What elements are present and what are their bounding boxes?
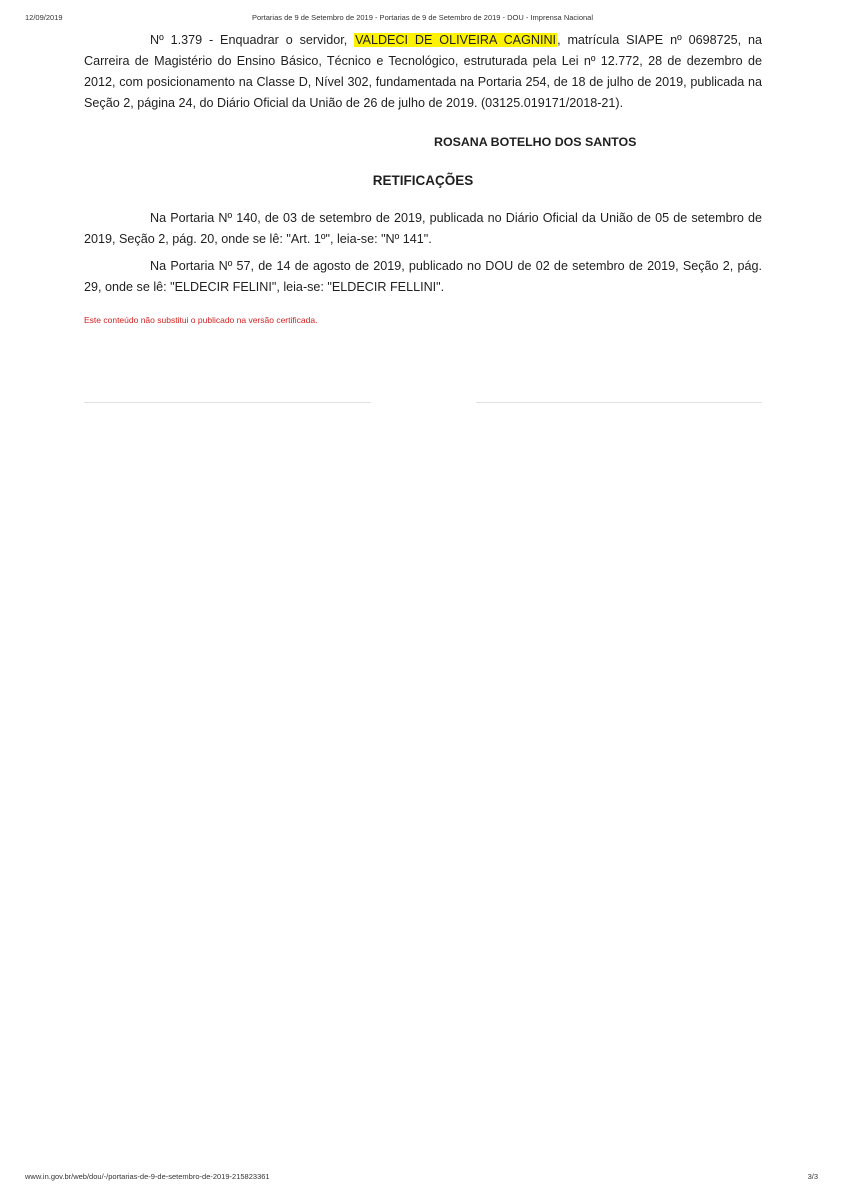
paragraph-text-before: Nº 1.379 - Enquadrar o servidor, [150,33,355,47]
portaria-paragraph [84,30,762,114]
print-page-title: Portarias de 9 de Setembro de 2019 - Portarias de 9 de Setembro de 2019 - DOU - Imprensa Nacional [251,13,593,22]
signature-name: ROSANA BOTELHO DOS SANTOS [434,135,637,149]
print-footer [0,1172,845,1184]
retificacao-paragraph: Na Portaria Nº 140, de 03 de setembro de 2019, publicada no Diário Oficial da União de 05 de setembro de 2019, Seção 2, pág. 20, onde se lê: "Art. 1º", leia-se: "Nº 141". [84,211,762,246]
paragraph-text-after: , matrícula SIAPE nº 0698725, na Carreira de Magistério do Ensino Básico, Técnico e Tecnológico, estruturada pela Lei nº 12.772, 28 de dezembro de 2012, com posicionamento na Classe D, Nível 302, fundamentada na Portaria 254, de 18 de julho de 2019, publicada na Seção 2, página 24, do Diário Oficial da União de 26 de julho de 2019. (03125.019171/2018-21). [84,33,762,110]
page-number: 3/3 [807,1172,818,1181]
print-date: 12/09/2019 [25,13,63,22]
divider-left [84,402,371,403]
disclaimer-notice: Este conteúdo não substitui o publicado na versão certificada. [84,315,318,325]
document-body [84,30,762,326]
divider-right [476,402,762,403]
section-heading-retificacoes: RETIFICAÇÕES [372,173,474,188]
highlighted-name: VALDECI DE OLIVEIRA CAGNINI [355,33,557,47]
page-url: www.in.gov.br/web/dou/-/portarias-de-9-de-setembro-de-2019-215823361 [25,1172,270,1181]
retificacao-paragraph: Na Portaria Nº 57, de 14 de agosto de 2019, publicado no DOU de 02 de setembro de 2019, Seção 2, pág. 29, onde se lê: "ELDECIR FELINI", leia-se: "ELDECIR FELLINI". [84,259,762,294]
print-header [0,13,845,27]
